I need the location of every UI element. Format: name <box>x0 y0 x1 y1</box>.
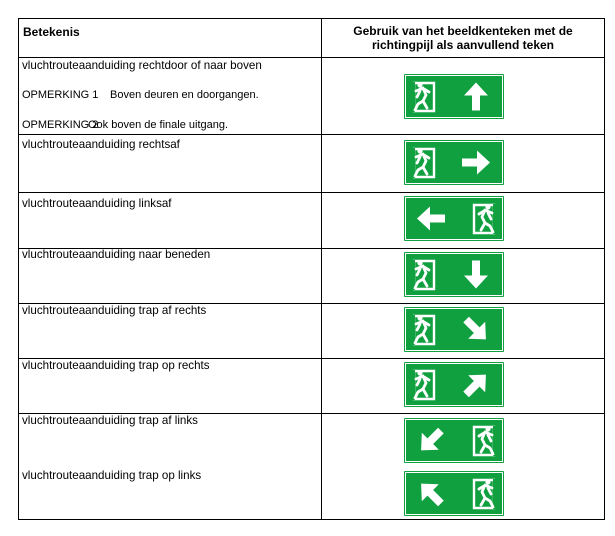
note-1-number: OPMERKING 1 <box>22 89 99 101</box>
exit-sign-right <box>404 140 504 185</box>
table-row <box>19 413 604 521</box>
row-label: vluchtrouteaanduiding trap op links <box>22 469 202 482</box>
header-usage-line1: Gebruik van het beeldkenteken met de <box>353 24 573 38</box>
header-meaning: Betekenis <box>23 25 80 39</box>
table-row <box>19 134 604 193</box>
note-1-text: Boven deuren en doorgangen. <box>110 89 259 101</box>
table-row <box>19 358 604 414</box>
note-1 <box>22 89 259 101</box>
table-row <box>19 248 604 304</box>
row-label: vluchtrouteaanduiding trap op rechts <box>22 359 210 372</box>
table-row <box>19 57 604 135</box>
row-label: vluchtrouteaanduiding naar beneden <box>22 248 211 261</box>
exit-sign-down-right <box>404 307 504 352</box>
exit-sign-left <box>404 196 504 241</box>
note-2-number: OPMERKING 2 <box>22 119 99 131</box>
exit-sign-up <box>404 74 504 119</box>
table-header <box>19 19 604 58</box>
emergency-sign-table <box>18 18 605 520</box>
header-usage-line2: richtingpijl als aanvullend teken <box>371 38 555 52</box>
exit-sign-up-left <box>404 471 504 516</box>
exit-sign-down-left <box>404 418 504 463</box>
table-row <box>19 303 604 359</box>
table-row <box>19 192 604 249</box>
row-label: vluchtrouteaanduiding trap af rechts <box>22 304 207 317</box>
row-label: vluchtrouteaanduiding rechtsaf <box>22 138 180 151</box>
row-label: vluchtrouteaanduiding trap af links <box>22 414 198 427</box>
note-2-text: Ook boven de finale uitgang. <box>88 119 229 131</box>
exit-sign-down <box>404 252 504 297</box>
row-label: vluchtrouteaanduiding linksaf <box>22 197 172 210</box>
exit-sign-up-right <box>404 362 504 407</box>
header-usage <box>322 24 604 52</box>
note-2 <box>22 119 228 131</box>
row-label: vluchtrouteaanduiding rechtdoor of naar boven <box>22 59 262 72</box>
